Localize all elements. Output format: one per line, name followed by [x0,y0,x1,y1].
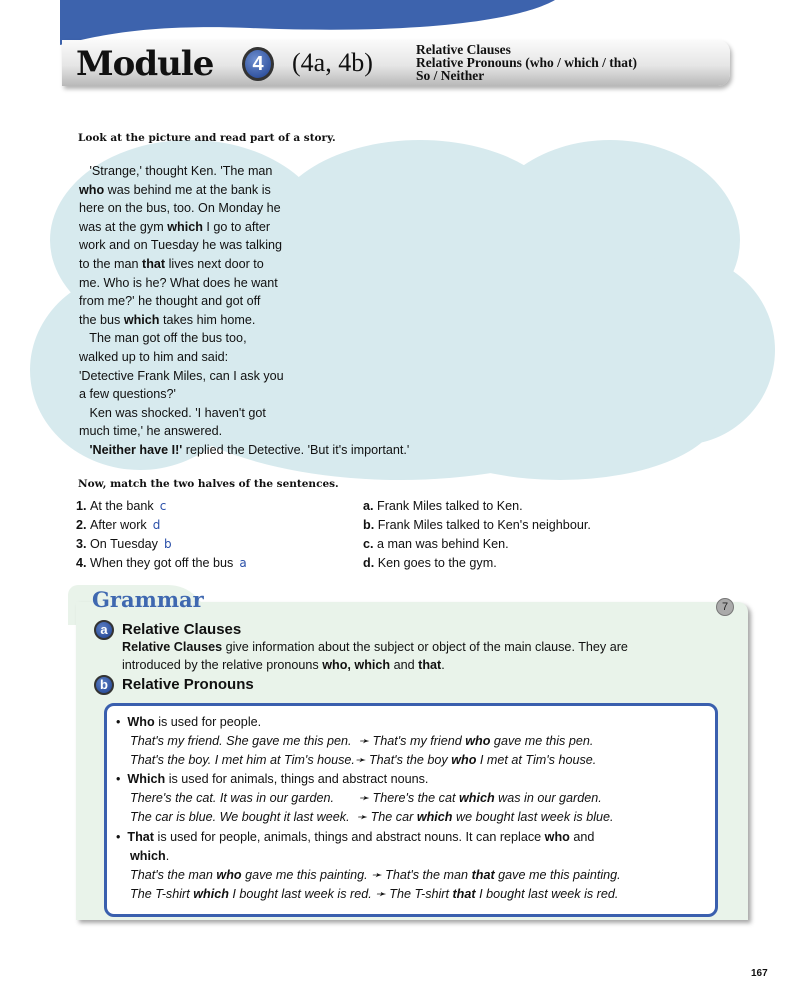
topic: So / Neither [416,68,485,83]
text-line [116,866,621,885]
item-text: Frank Miles talked to Ken. [377,499,523,513]
bold-text: which [130,848,166,863]
text-segment: That's the man [116,867,217,882]
text-segment: is used for people, animals, things and abstract nouns. It can replace [154,829,545,844]
text-segment: from me?' he thought and got off [79,294,261,309]
text-line [116,847,621,866]
text-line [116,828,621,847]
text-line [79,274,409,293]
match-right-list [363,497,591,573]
bold-text: that [452,886,476,901]
text-line [79,311,409,330]
text-segment [116,849,130,863]
bold-text: Which [127,772,166,787]
text-line [116,713,621,732]
text-segment: takes him home. [159,312,256,327]
text-segment: work and on Tuesday he was talking [79,238,283,253]
bold-text: who [544,829,570,844]
text-line [79,422,409,441]
item-number: d. [363,556,378,570]
text-segment: I bought last week is red. [475,886,619,901]
grammar-title: Grammar [92,587,204,612]
item-text: Frank Miles talked to Ken's neighbour. [377,518,591,532]
item-number: 4. [76,556,91,570]
text-segment: we bought last week is blue. [452,810,614,825]
text-segment: give information about the subject or object of the main clause. They are [222,640,628,654]
bold-text: who [451,753,477,768]
text-segment: The man got off the bus too, [79,331,247,346]
bold-text: that [142,256,166,271]
reading-instruction: Look at the picture and read part of a story. [78,132,336,144]
match-item [363,497,591,516]
text-segment: . [441,658,445,672]
text-segment: • [116,772,128,787]
text-line [116,885,621,904]
match-left-list [76,497,247,573]
text-segment: lives next door to [165,256,264,271]
text-line [79,236,409,255]
item-number: b. [363,518,378,532]
bold-text: that [471,867,495,882]
text-segment: . [165,848,170,863]
text-line [79,404,409,423]
text-line [79,441,409,460]
text-line [79,367,409,386]
item-text: Ken goes to the gym. [377,556,497,570]
text-line [79,385,409,404]
text-line [79,292,409,311]
text-line [116,789,621,808]
text-line [122,638,722,656]
section-a-text [122,638,722,674]
match-item [76,535,247,554]
text-segment: 'Strange,' thought Ken. 'The man [79,164,273,178]
text-segment: me. Who is he? What does he want [79,275,278,290]
bold-text: which [167,219,203,234]
text-segment: • [116,715,128,729]
bold-text: who [216,867,242,882]
bold-text: that [418,658,442,672]
bold-text: who, which [322,658,391,672]
match-item [363,516,591,535]
text-segment: and [569,829,595,844]
item-text: a man was behind Ken. [377,537,509,551]
text-segment: was in our garden. [494,791,602,806]
bold-text: Who [127,715,155,729]
bold-text: 'Neither have I!' [79,442,183,457]
item-text: When they got off the bus [90,556,234,570]
text-segment: gave me this painting. [494,867,621,882]
text-segment: 'Detective Frank Miles, can I ask you [79,368,284,383]
text-segment: The car is blue. We bought it last week. ➛ The car [116,810,417,825]
text-segment: That's the boy. I met him at Tim's house.➛ That's the boy [116,753,452,768]
text-line [79,255,409,274]
bold-text: which [458,791,495,806]
match-item [76,497,247,516]
section-b-heading: Relative Pronouns [122,676,254,693]
text-segment: was behind me at the bank is [104,182,271,197]
text-segment: That's my friend. She gave me this pen. ➛ That's my friend [116,734,466,749]
text-segment: introduced by the relative pronouns [122,658,323,672]
section-a-badge: a [94,620,114,640]
handwritten-answer: d [152,518,161,532]
text-segment: I met at Tim's house. [476,753,597,768]
item-text: At the bank [90,499,154,513]
bold-text: who [79,182,105,197]
text-line [116,808,621,827]
text-segment: here on the bus, too. On Monday he [79,201,281,216]
section-b-badge: b [94,675,114,695]
handwritten-answer: a [239,556,247,570]
text-segment: walked up to him and said: [79,349,229,364]
bold-text: That [127,829,155,844]
text-line [79,218,409,237]
module-number-badge: 4 [242,47,274,81]
story-text [79,162,409,460]
text-segment: Ken was shocked. 'I haven't got [79,405,266,420]
text-segment: a few questions?' [79,387,176,402]
text-line [116,770,621,789]
item-number: a. [363,499,378,513]
text-line [116,751,621,770]
text-segment: to the man [79,256,143,271]
item-number: 2. [76,518,91,532]
relative-pronouns-rules [116,713,621,904]
topic: Relative Clauses [416,42,511,57]
bold-text: which [193,886,229,901]
text-segment: and [390,658,419,672]
bold-text: which [416,810,453,825]
match-item [363,535,591,554]
section-a-heading: Relative Clauses [122,621,242,638]
text-segment: The T-shirt [116,886,194,901]
match-instruction: Now, match the two halves of the sentences. [78,478,339,490]
text-segment: much time,' he answered. [79,424,223,439]
text-segment: is used for people. [154,715,262,729]
module-title: Module [76,44,214,84]
bold-text: which [123,312,160,327]
text-line [79,181,409,200]
topic: Relative Pronouns (who / which / that) [416,55,638,70]
item-text: On Tuesday [90,537,158,551]
text-line [79,199,409,218]
module-units: (4a, 4b) [292,48,373,77]
bold-text: who [465,734,491,749]
text-segment: I bought last week is red. ➛ The T-shirt [228,886,453,901]
text-segment: is used for animals, things and abstract nouns. [165,772,429,787]
page-number: 167 [751,968,768,979]
item-number: 1. [76,499,91,513]
text-segment: There's the cat. It was in our garden. ➛ There's the cat [116,791,459,806]
text-segment: gave me this painting. ➛ That's the man [241,867,472,882]
text-segment: was at the gym [79,219,168,234]
handwritten-answer: b [163,537,172,551]
text-line [79,329,409,348]
text-line [122,656,722,674]
text-segment: • [116,829,128,844]
item-text: After work [90,518,147,532]
match-item [76,554,247,573]
text-line [79,348,409,367]
item-number: c. [363,537,378,551]
match-item [76,516,247,535]
bold-text: Relative Clauses [122,640,223,654]
text-segment: the bus [79,312,124,327]
text-segment: gave me this pen. [490,734,594,749]
handwritten-answer: c [159,499,167,513]
text-segment: I go to after [202,219,271,234]
text-line [116,732,621,751]
text-line [79,162,409,181]
module-topics [416,43,637,82]
match-item [363,554,591,573]
text-segment: replied the Detective. 'But it's important.' [182,442,410,457]
item-number: 3. [76,537,91,551]
cd-track-icon: 7 [716,598,734,616]
